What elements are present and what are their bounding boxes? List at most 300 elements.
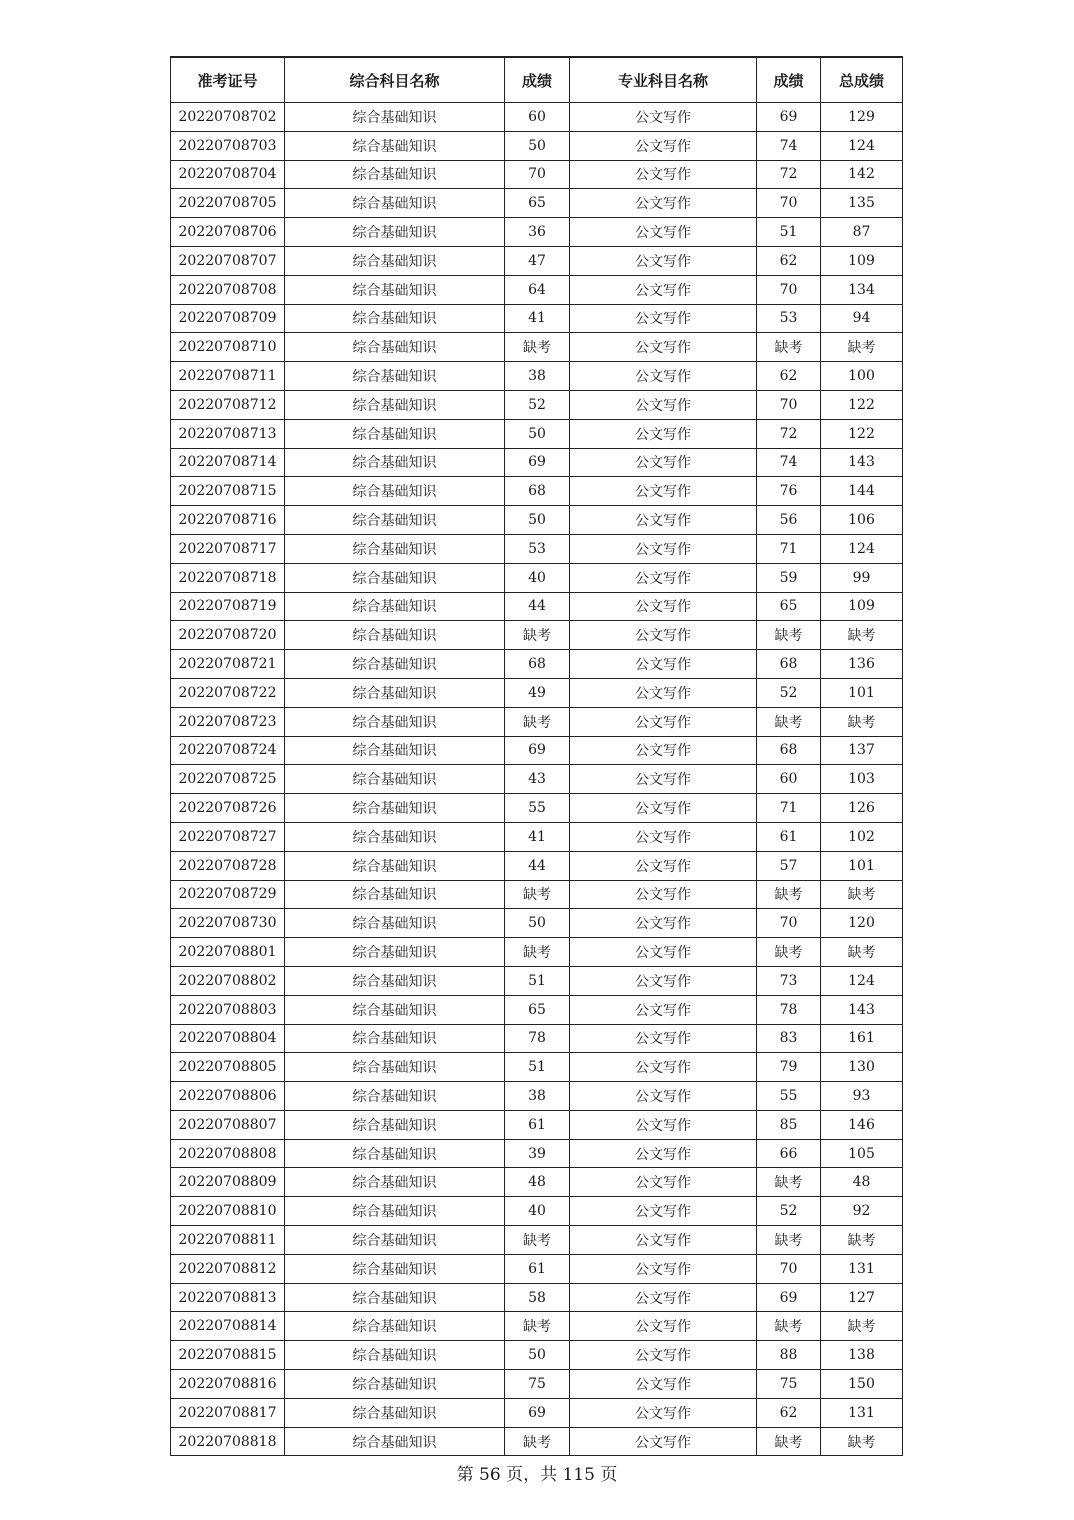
table-body	[171, 103, 903, 1456]
general-subject-cell: 综合基础知识	[285, 419, 505, 448]
table-row	[171, 534, 903, 563]
general-score-cell: 50	[505, 909, 570, 938]
general-score-cell: 43	[505, 765, 570, 794]
exam-id-cell: 20220708710	[171, 333, 285, 362]
general-score-cell: 51	[505, 1053, 570, 1082]
exam-id-cell: 20220708702	[171, 103, 285, 132]
major-subject-cell: 公文写作	[570, 592, 757, 621]
major-score-cell: 70	[757, 909, 821, 938]
major-score-cell: 缺考	[757, 938, 821, 967]
table-row	[171, 765, 903, 794]
table-row	[171, 506, 903, 535]
total-score-cell: 109	[821, 592, 903, 621]
exam-id-cell: 20220708709	[171, 304, 285, 333]
general-score-cell: 53	[505, 534, 570, 563]
table-row	[171, 1283, 903, 1312]
general-score-cell: 44	[505, 851, 570, 880]
general-subject-cell: 综合基础知识	[285, 1024, 505, 1053]
major-subject-cell: 公文写作	[570, 246, 757, 275]
general-subject-cell: 综合基础知识	[285, 1254, 505, 1283]
general-subject-cell: 综合基础知识	[285, 1370, 505, 1399]
general-score-cell: 78	[505, 1024, 570, 1053]
general-subject-cell: 综合基础知识	[285, 621, 505, 650]
table-row	[171, 448, 903, 477]
general-score-cell: 52	[505, 390, 570, 419]
total-score-cell: 122	[821, 419, 903, 448]
major-score-cell: 缺考	[757, 1427, 821, 1456]
major-subject-cell: 公文写作	[570, 506, 757, 535]
total-score-cell: 94	[821, 304, 903, 333]
general-subject-cell: 综合基础知识	[285, 333, 505, 362]
general-subject-cell: 综合基础知识	[285, 534, 505, 563]
general-subject-cell: 综合基础知识	[285, 506, 505, 535]
major-score-cell: 70	[757, 390, 821, 419]
major-subject-cell: 公文写作	[570, 131, 757, 160]
general-subject-cell: 综合基础知识	[285, 1398, 505, 1427]
exam-id-cell: 20220708802	[171, 966, 285, 995]
table-header-row	[171, 57, 903, 103]
table-row	[171, 909, 903, 938]
total-score-cell: 缺考	[821, 938, 903, 967]
general-subject-cell: 综合基础知识	[285, 246, 505, 275]
general-subject-cell: 综合基础知识	[285, 218, 505, 247]
exam-id-cell: 20220708713	[171, 419, 285, 448]
exam-id-cell: 20220708712	[171, 390, 285, 419]
exam-id-cell: 20220708703	[171, 131, 285, 160]
major-score-cell: 70	[757, 1254, 821, 1283]
general-score-cell: 50	[505, 419, 570, 448]
total-score-cell: 缺考	[821, 880, 903, 909]
exam-id-cell: 20220708707	[171, 246, 285, 275]
general-subject-cell: 综合基础知识	[285, 678, 505, 707]
general-subject-cell: 综合基础知识	[285, 1427, 505, 1456]
general-subject-cell: 综合基础知识	[285, 477, 505, 506]
total-score-cell: 缺考	[821, 1312, 903, 1341]
general-score-cell: 缺考	[505, 1226, 570, 1255]
exam-id-cell: 20220708730	[171, 909, 285, 938]
major-score-cell: 70	[757, 189, 821, 218]
major-score-cell: 71	[757, 794, 821, 823]
general-score-cell: 缺考	[505, 707, 570, 736]
total-score-cell: 150	[821, 1370, 903, 1399]
major-score-cell: 75	[757, 1370, 821, 1399]
major-subject-cell: 公文写作	[570, 822, 757, 851]
general-score-cell: 缺考	[505, 880, 570, 909]
total-score-cell: 103	[821, 765, 903, 794]
major-score-cell: 78	[757, 995, 821, 1024]
major-subject-cell: 公文写作	[570, 218, 757, 247]
total-score-cell: 92	[821, 1197, 903, 1226]
major-subject-cell: 公文写作	[570, 275, 757, 304]
exam-id-cell: 20220708803	[171, 995, 285, 1024]
general-score-cell: 40	[505, 563, 570, 592]
general-subject-cell: 综合基础知识	[285, 1283, 505, 1312]
table-row	[171, 419, 903, 448]
major-score-cell: 缺考	[757, 1312, 821, 1341]
major-subject-cell: 公文写作	[570, 707, 757, 736]
total-score-cell: 124	[821, 966, 903, 995]
exam-id-cell: 20220708801	[171, 938, 285, 967]
exam-id-cell: 20220708815	[171, 1341, 285, 1370]
exam-id-cell: 20220708715	[171, 477, 285, 506]
header-total-score: 总成绩	[821, 57, 903, 103]
exam-id-cell: 20220708704	[171, 160, 285, 189]
exam-id-cell: 20220708727	[171, 822, 285, 851]
general-score-cell: 60	[505, 103, 570, 132]
general-subject-cell: 综合基础知识	[285, 1139, 505, 1168]
score-table	[170, 56, 903, 1456]
total-score-cell: 138	[821, 1341, 903, 1370]
total-score-cell: 142	[821, 160, 903, 189]
table-row	[171, 1139, 903, 1168]
major-score-cell: 70	[757, 275, 821, 304]
page-number: 第 56 页，共 115 页	[456, 1465, 618, 1485]
major-score-cell: 68	[757, 736, 821, 765]
header-exam-id: 准考证号	[171, 57, 285, 103]
table-row	[171, 304, 903, 333]
general-subject-cell: 综合基础知识	[285, 851, 505, 880]
exam-id-cell: 20220708719	[171, 592, 285, 621]
major-subject-cell: 公文写作	[570, 390, 757, 419]
general-score-cell: 69	[505, 1398, 570, 1427]
major-score-cell: 85	[757, 1110, 821, 1139]
major-subject-cell: 公文写作	[570, 966, 757, 995]
general-subject-cell: 综合基础知识	[285, 189, 505, 218]
general-score-cell: 58	[505, 1283, 570, 1312]
table-row	[171, 1110, 903, 1139]
general-subject-cell: 综合基础知识	[285, 1053, 505, 1082]
table-row	[171, 794, 903, 823]
general-subject-cell: 综合基础知识	[285, 938, 505, 967]
table-row	[171, 246, 903, 275]
table-row	[171, 1053, 903, 1082]
general-subject-cell: 综合基础知识	[285, 1226, 505, 1255]
general-score-cell: 49	[505, 678, 570, 707]
major-subject-cell: 公文写作	[570, 448, 757, 477]
major-subject-cell: 公文写作	[570, 189, 757, 218]
general-subject-cell: 综合基础知识	[285, 995, 505, 1024]
major-score-cell: 65	[757, 592, 821, 621]
table-row	[171, 131, 903, 160]
major-subject-cell: 公文写作	[570, 650, 757, 679]
table-row	[171, 1197, 903, 1226]
table-row	[171, 736, 903, 765]
table-row	[171, 995, 903, 1024]
major-subject-cell: 公文写作	[570, 1254, 757, 1283]
major-score-cell: 88	[757, 1341, 821, 1370]
major-subject-cell: 公文写作	[570, 333, 757, 362]
total-score-cell: 130	[821, 1053, 903, 1082]
general-score-cell: 缺考	[505, 938, 570, 967]
table-row	[171, 621, 903, 650]
table-row	[171, 218, 903, 247]
table-row	[171, 160, 903, 189]
total-score-cell: 129	[821, 103, 903, 132]
total-score-cell: 100	[821, 362, 903, 391]
general-subject-cell: 综合基础知识	[285, 275, 505, 304]
general-subject-cell: 综合基础知识	[285, 448, 505, 477]
major-score-cell: 79	[757, 1053, 821, 1082]
total-score-cell: 缺考	[821, 333, 903, 362]
general-subject-cell: 综合基础知识	[285, 103, 505, 132]
general-score-cell: 65	[505, 189, 570, 218]
major-subject-cell: 公文写作	[570, 678, 757, 707]
general-subject-cell: 综合基础知识	[285, 1110, 505, 1139]
exam-id-cell: 20220708720	[171, 621, 285, 650]
general-subject-cell: 综合基础知识	[285, 592, 505, 621]
major-subject-cell: 公文写作	[570, 1427, 757, 1456]
major-score-cell: 53	[757, 304, 821, 333]
major-score-cell: 69	[757, 103, 821, 132]
major-subject-cell: 公文写作	[570, 160, 757, 189]
major-subject-cell: 公文写作	[570, 1024, 757, 1053]
exam-id-cell: 20220708723	[171, 707, 285, 736]
major-score-cell: 57	[757, 851, 821, 880]
general-subject-cell: 综合基础知识	[285, 362, 505, 391]
table-row	[171, 1254, 903, 1283]
table-row	[171, 563, 903, 592]
total-score-cell: 143	[821, 448, 903, 477]
major-subject-cell: 公文写作	[570, 1139, 757, 1168]
major-subject-cell: 公文写作	[570, 736, 757, 765]
total-score-cell: 131	[821, 1398, 903, 1427]
table-row	[171, 1312, 903, 1341]
exam-id-cell: 20220708717	[171, 534, 285, 563]
major-subject-cell: 公文写作	[570, 621, 757, 650]
total-score-cell: 87	[821, 218, 903, 247]
major-subject-cell: 公文写作	[570, 1082, 757, 1111]
general-score-cell: 68	[505, 477, 570, 506]
major-score-cell: 52	[757, 678, 821, 707]
total-score-cell: 127	[821, 1283, 903, 1312]
total-score-cell: 99	[821, 563, 903, 592]
major-subject-cell: 公文写作	[570, 851, 757, 880]
major-score-cell: 74	[757, 448, 821, 477]
major-score-cell: 59	[757, 563, 821, 592]
exam-id-cell: 20220708706	[171, 218, 285, 247]
total-score-cell: 124	[821, 534, 903, 563]
exam-id-cell: 20220708816	[171, 1370, 285, 1399]
total-score-cell: 135	[821, 189, 903, 218]
general-subject-cell: 综合基础知识	[285, 822, 505, 851]
general-score-cell: 61	[505, 1254, 570, 1283]
general-subject-cell: 综合基础知识	[285, 966, 505, 995]
general-subject-cell: 综合基础知识	[285, 1312, 505, 1341]
table-row	[171, 938, 903, 967]
general-score-cell: 38	[505, 1082, 570, 1111]
major-score-cell: 76	[757, 477, 821, 506]
general-score-cell: 55	[505, 794, 570, 823]
major-subject-cell: 公文写作	[570, 995, 757, 1024]
exam-id-cell: 20220708804	[171, 1024, 285, 1053]
total-score-cell: 缺考	[821, 1427, 903, 1456]
major-subject-cell: 公文写作	[570, 909, 757, 938]
general-score-cell: 69	[505, 448, 570, 477]
general-subject-cell: 综合基础知识	[285, 160, 505, 189]
total-score-cell: 122	[821, 390, 903, 419]
major-subject-cell: 公文写作	[570, 477, 757, 506]
table-row	[171, 678, 903, 707]
exam-id-cell: 20220708806	[171, 1082, 285, 1111]
major-score-cell: 51	[757, 218, 821, 247]
exam-id-cell: 20220708725	[171, 765, 285, 794]
exam-id-cell: 20220708714	[171, 448, 285, 477]
major-subject-cell: 公文写作	[570, 534, 757, 563]
general-score-cell: 36	[505, 218, 570, 247]
total-score-cell: 缺考	[821, 1226, 903, 1255]
general-subject-cell: 综合基础知识	[285, 736, 505, 765]
exam-id-cell: 20220708716	[171, 506, 285, 535]
table-row	[171, 189, 903, 218]
total-score-cell: 144	[821, 477, 903, 506]
total-score-cell: 161	[821, 1024, 903, 1053]
major-score-cell: 56	[757, 506, 821, 535]
exam-id-cell: 20220708708	[171, 275, 285, 304]
header-major-subject: 专业科目名称	[570, 57, 757, 103]
major-score-cell: 62	[757, 1398, 821, 1427]
exam-id-cell: 20220708724	[171, 736, 285, 765]
major-subject-cell: 公文写作	[570, 419, 757, 448]
general-score-cell: 40	[505, 1197, 570, 1226]
exam-id-cell: 20220708808	[171, 1139, 285, 1168]
major-score-cell: 61	[757, 822, 821, 851]
general-score-cell: 缺考	[505, 1312, 570, 1341]
general-subject-cell: 综合基础知识	[285, 390, 505, 419]
major-subject-cell: 公文写作	[570, 1197, 757, 1226]
table-row	[171, 103, 903, 132]
exam-id-cell: 20220708728	[171, 851, 285, 880]
general-score-cell: 68	[505, 650, 570, 679]
major-score-cell: 74	[757, 131, 821, 160]
exam-id-cell: 20220708711	[171, 362, 285, 391]
major-subject-cell: 公文写作	[570, 362, 757, 391]
general-score-cell: 75	[505, 1370, 570, 1399]
major-subject-cell: 公文写作	[570, 1312, 757, 1341]
exam-id-cell: 20220708721	[171, 650, 285, 679]
major-subject-cell: 公文写作	[570, 1226, 757, 1255]
general-subject-cell: 综合基础知识	[285, 707, 505, 736]
table-row	[171, 477, 903, 506]
general-subject-cell: 综合基础知识	[285, 909, 505, 938]
header-major-score: 成绩	[757, 57, 821, 103]
total-score-cell: 126	[821, 794, 903, 823]
exam-id-cell: 20220708807	[171, 1110, 285, 1139]
exam-id-cell: 20220708817	[171, 1398, 285, 1427]
table-row	[171, 851, 903, 880]
general-subject-cell: 综合基础知识	[285, 1197, 505, 1226]
major-subject-cell: 公文写作	[570, 794, 757, 823]
general-subject-cell: 综合基础知识	[285, 794, 505, 823]
general-score-cell: 64	[505, 275, 570, 304]
major-score-cell: 68	[757, 650, 821, 679]
total-score-cell: 48	[821, 1168, 903, 1197]
major-subject-cell: 公文写作	[570, 103, 757, 132]
exam-id-cell: 20220708718	[171, 563, 285, 592]
major-score-cell: 83	[757, 1024, 821, 1053]
exam-id-cell: 20220708729	[171, 880, 285, 909]
general-subject-cell: 综合基础知识	[285, 1082, 505, 1111]
major-subject-cell: 公文写作	[570, 1053, 757, 1082]
major-score-cell: 69	[757, 1283, 821, 1312]
major-subject-cell: 公文写作	[570, 1110, 757, 1139]
exam-id-cell: 20220708818	[171, 1427, 285, 1456]
table-row	[171, 1341, 903, 1370]
total-score-cell: 93	[821, 1082, 903, 1111]
general-score-cell: 69	[505, 736, 570, 765]
major-score-cell: 缺考	[757, 621, 821, 650]
exam-id-cell: 20220708805	[171, 1053, 285, 1082]
header-general-subject: 综合科目名称	[285, 57, 505, 103]
table-row	[171, 592, 903, 621]
major-score-cell: 缺考	[757, 1226, 821, 1255]
major-score-cell: 55	[757, 1082, 821, 1111]
exam-id-cell: 20220708726	[171, 794, 285, 823]
general-score-cell: 41	[505, 822, 570, 851]
table-row	[171, 1226, 903, 1255]
major-score-cell: 72	[757, 419, 821, 448]
total-score-cell: 124	[821, 131, 903, 160]
total-score-cell: 134	[821, 275, 903, 304]
total-score-cell: 146	[821, 1110, 903, 1139]
table-row	[171, 362, 903, 391]
general-score-cell: 38	[505, 362, 570, 391]
exam-id-cell: 20220708810	[171, 1197, 285, 1226]
general-score-cell: 50	[505, 1341, 570, 1370]
major-score-cell: 52	[757, 1197, 821, 1226]
general-subject-cell: 综合基础知识	[285, 650, 505, 679]
major-subject-cell: 公文写作	[570, 1283, 757, 1312]
total-score-cell: 105	[821, 1139, 903, 1168]
total-score-cell: 136	[821, 650, 903, 679]
general-subject-cell: 综合基础知识	[285, 1168, 505, 1197]
major-subject-cell: 公文写作	[570, 1341, 757, 1370]
table-row	[171, 880, 903, 909]
total-score-cell: 102	[821, 822, 903, 851]
general-score-cell: 61	[505, 1110, 570, 1139]
major-score-cell: 71	[757, 534, 821, 563]
general-score-cell: 48	[505, 1168, 570, 1197]
major-subject-cell: 公文写作	[570, 1398, 757, 1427]
table-row	[171, 275, 903, 304]
major-score-cell: 73	[757, 966, 821, 995]
major-subject-cell: 公文写作	[570, 1168, 757, 1197]
total-score-cell: 101	[821, 678, 903, 707]
table-row	[171, 1427, 903, 1456]
major-subject-cell: 公文写作	[570, 938, 757, 967]
general-score-cell: 缺考	[505, 333, 570, 362]
total-score-cell: 131	[821, 1254, 903, 1283]
major-subject-cell: 公文写作	[570, 1370, 757, 1399]
total-score-cell: 101	[821, 851, 903, 880]
major-score-cell: 缺考	[757, 333, 821, 362]
table-row	[171, 333, 903, 362]
general-subject-cell: 综合基础知识	[285, 304, 505, 333]
major-score-cell: 62	[757, 362, 821, 391]
general-subject-cell: 综合基础知识	[285, 1341, 505, 1370]
total-score-cell: 109	[821, 246, 903, 275]
general-score-cell: 50	[505, 131, 570, 160]
general-score-cell: 70	[505, 160, 570, 189]
major-score-cell: 60	[757, 765, 821, 794]
major-subject-cell: 公文写作	[570, 880, 757, 909]
major-score-cell: 66	[757, 1139, 821, 1168]
exam-id-cell: 20220708814	[171, 1312, 285, 1341]
major-subject-cell: 公文写作	[570, 563, 757, 592]
exam-id-cell: 20220708813	[171, 1283, 285, 1312]
general-subject-cell: 综合基础知识	[285, 131, 505, 160]
total-score-cell: 缺考	[821, 707, 903, 736]
table-row	[171, 1024, 903, 1053]
